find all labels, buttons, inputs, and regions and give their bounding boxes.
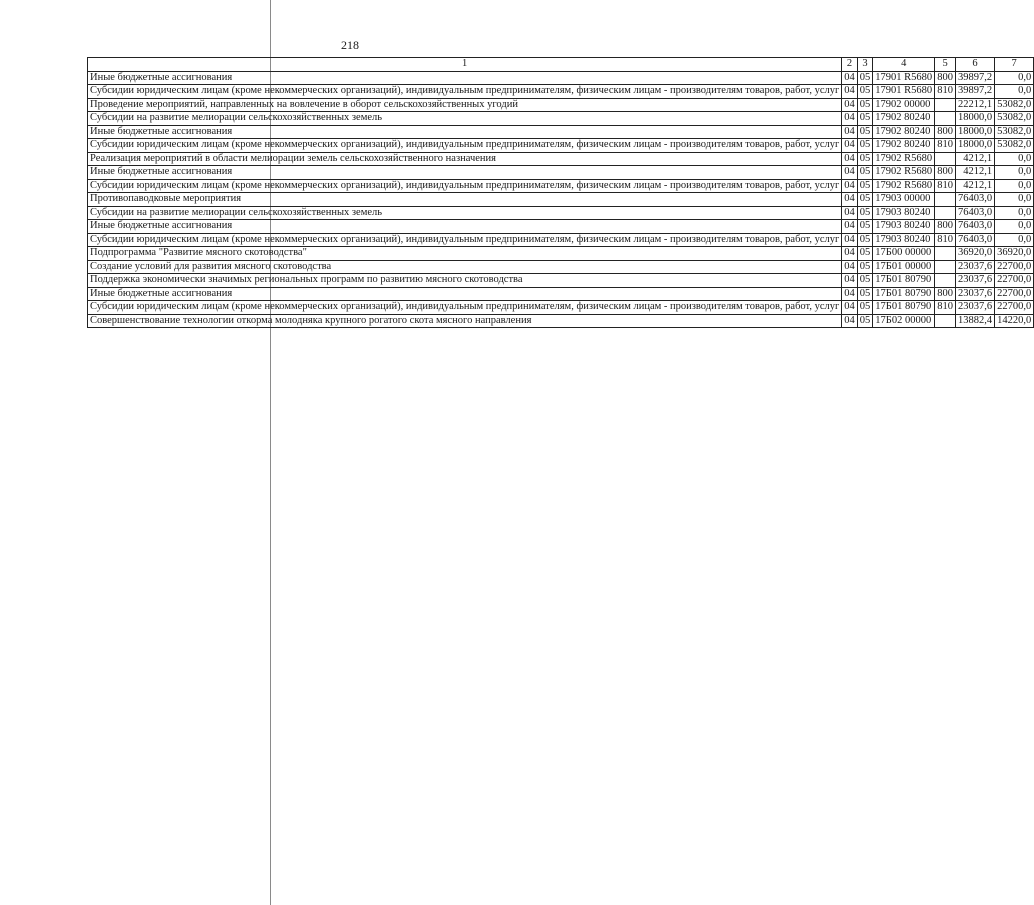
item-name-cell: Субсидии юридическим лицам (кроме некоммерческих организаций), индивидуальным предпринимателям, физическим лицам - производителям товаров, работ, услуг [88, 139, 842, 153]
amount-col7-cell: 0,0 [995, 193, 1034, 207]
item-name-cell: Иные бюджетные ассигнования [88, 71, 842, 85]
subsection-code-cell: 05 [857, 112, 873, 126]
amount-col7-cell: 0,0 [995, 206, 1034, 220]
amount-col6-cell: 76403,0 [955, 206, 994, 220]
subsection-code-cell: 05 [857, 139, 873, 153]
target-article-cell: 17903 00000 [873, 193, 935, 207]
target-article-cell: 17Б01 80790 [873, 274, 935, 288]
item-name-cell: Совершенствование технологии откорма молодняка крупного рогатого скота мясного направления [88, 314, 842, 328]
expense-type-cell [935, 314, 956, 328]
item-name-cell: Противопаводковые мероприятия [88, 193, 842, 207]
section-code-cell: 04 [842, 139, 858, 153]
section-code-cell: 04 [842, 260, 858, 274]
amount-col6-cell: 76403,0 [955, 233, 994, 247]
expense-type-cell: 800 [935, 220, 956, 234]
target-article-cell: 17902 R5680 [873, 179, 935, 193]
expense-type-cell [935, 206, 956, 220]
subsection-code-cell: 05 [857, 125, 873, 139]
amount-col7-cell: 53082,0 [995, 139, 1034, 153]
table-row [88, 220, 1034, 234]
amount-col7-cell: 53082,0 [995, 125, 1034, 139]
table-row [88, 112, 1034, 126]
table-row [88, 247, 1034, 261]
amount-col7-cell: 36920,0 [995, 247, 1034, 261]
expense-type-cell: 810 [935, 301, 956, 315]
item-name-cell: Иные бюджетные ассигнования [88, 220, 842, 234]
subsection-code-cell: 05 [857, 233, 873, 247]
expense-type-cell: 800 [935, 125, 956, 139]
table-row [88, 71, 1034, 85]
budget-table [87, 57, 1034, 328]
target-article-cell: 17903 80240 [873, 233, 935, 247]
subsection-code-cell: 05 [857, 314, 873, 328]
expense-type-cell [935, 274, 956, 288]
target-article-cell: 17903 80240 [873, 206, 935, 220]
section-code-cell: 04 [842, 301, 858, 315]
target-article-cell: 17Б01 80790 [873, 301, 935, 315]
subsection-code-cell: 05 [857, 85, 873, 99]
expense-type-cell: 800 [935, 71, 956, 85]
section-code-cell: 04 [842, 71, 858, 85]
amount-col6-cell: 23037,6 [955, 301, 994, 315]
amount-col7-cell: 0,0 [995, 179, 1034, 193]
expense-type-cell: 810 [935, 179, 956, 193]
amount-col7-cell: 14220,0 [995, 314, 1034, 328]
table-row [88, 233, 1034, 247]
item-name-cell: Реализация мероприятий в области мелиорации земель сельскохозяйственного назначения [88, 152, 842, 166]
expense-type-cell: 810 [935, 139, 956, 153]
subsection-code-cell: 05 [857, 193, 873, 207]
expense-type-cell: 810 [935, 233, 956, 247]
expense-type-cell [935, 247, 956, 261]
item-name-cell: Субсидии юридическим лицам (кроме некоммерческих организаций), индивидуальным предпринимателям, физическим лицам - производителям товаров, работ, услуг [88, 179, 842, 193]
target-article-cell: 17903 80240 [873, 220, 935, 234]
amount-col6-cell: 76403,0 [955, 193, 994, 207]
section-code-cell: 04 [842, 152, 858, 166]
target-article-cell: 17902 80240 [873, 125, 935, 139]
page-number: 218 [341, 38, 359, 52]
item-name-cell: Проведение мероприятий, направленных на вовлечение в оборот сельскохозяйственных угодий [88, 98, 842, 112]
target-article-cell: 17Б01 00000 [873, 260, 935, 274]
table-row [88, 85, 1034, 99]
subsection-code-cell: 05 [857, 260, 873, 274]
amount-col7-cell: 0,0 [995, 166, 1034, 180]
expense-type-cell: 800 [935, 287, 956, 301]
item-name-cell: Субсидии юридическим лицам (кроме некоммерческих организаций), индивидуальным предпринимателям, физическим лицам - производителям товаров, работ, услуг [88, 233, 842, 247]
subsection-code-cell: 05 [857, 301, 873, 315]
item-name-cell: Иные бюджетные ассигнования [88, 125, 842, 139]
amount-col6-cell: 18000,0 [955, 125, 994, 139]
table-row [88, 179, 1034, 193]
subsection-code-cell: 05 [857, 287, 873, 301]
amount-col6-cell: 18000,0 [955, 112, 994, 126]
section-code-cell: 04 [842, 85, 858, 99]
amount-col7-cell: 22700,0 [995, 260, 1034, 274]
amount-col6-cell: 23037,6 [955, 287, 994, 301]
table-row [88, 301, 1034, 315]
target-article-cell: 17Б01 80790 [873, 287, 935, 301]
amount-col6-cell: 18000,0 [955, 139, 994, 153]
section-code-cell: 04 [842, 98, 858, 112]
amount-col6-cell: 39897,2 [955, 71, 994, 85]
section-code-cell: 04 [842, 112, 858, 126]
table-row [88, 152, 1034, 166]
subsection-code-cell: 05 [857, 206, 873, 220]
subsection-code-cell: 05 [857, 152, 873, 166]
section-code-cell: 04 [842, 274, 858, 288]
amount-col6-cell: 23037,6 [955, 260, 994, 274]
table-row [88, 314, 1034, 328]
amount-col6-cell: 76403,0 [955, 220, 994, 234]
subsection-code-cell: 05 [857, 71, 873, 85]
table-row [88, 206, 1034, 220]
section-code-cell: 04 [842, 125, 858, 139]
amount-col6-cell: 22212,1 [955, 98, 994, 112]
target-article-cell: 17902 R5680 [873, 152, 935, 166]
amount-col6-cell: 13882,4 [955, 314, 994, 328]
target-article-cell: 17902 00000 [873, 98, 935, 112]
target-article-cell: 17902 80240 [873, 112, 935, 126]
amount-col6-cell: 36920,0 [955, 247, 994, 261]
expense-type-cell: 810 [935, 85, 956, 99]
section-code-cell: 04 [842, 193, 858, 207]
subsection-code-cell: 05 [857, 98, 873, 112]
table-row [88, 287, 1034, 301]
amount-col7-cell: 53082,0 [995, 98, 1034, 112]
expense-type-cell [935, 193, 956, 207]
amount-col6-cell: 4212,1 [955, 166, 994, 180]
amount-col7-cell: 0,0 [995, 71, 1034, 85]
section-code-cell: 04 [842, 287, 858, 301]
table-row [88, 166, 1034, 180]
item-name-cell: Субсидии на развитие мелиорации сельскохозяйственных земель [88, 112, 842, 126]
amount-col7-cell: 0,0 [995, 85, 1034, 99]
table-row [88, 274, 1034, 288]
section-code-cell: 04 [842, 179, 858, 193]
target-article-cell: 17901 R5680 [873, 85, 935, 99]
item-name-cell: Субсидии юридическим лицам (кроме некоммерческих организаций), индивидуальным предпринимателям, физическим лицам - производителям товаров, работ, услуг [88, 301, 842, 315]
amount-col6-cell: 4212,1 [955, 152, 994, 166]
expense-type-cell: 800 [935, 166, 956, 180]
expense-type-cell [935, 152, 956, 166]
expense-type-cell [935, 98, 956, 112]
column-header: 5 [935, 58, 956, 72]
subsection-code-cell: 05 [857, 247, 873, 261]
column-header: 3 [857, 58, 873, 72]
table-row [88, 98, 1034, 112]
column-header: 6 [955, 58, 994, 72]
section-code-cell: 04 [842, 166, 858, 180]
amount-col7-cell: 0,0 [995, 220, 1034, 234]
column-header-row [88, 58, 1034, 72]
item-name-cell: Поддержка экономически значимых региональных программ по развитию мясного скотоводства [88, 274, 842, 288]
item-name-cell: Подпрограмма "Развитие мясного скотоводства" [88, 247, 842, 261]
amount-col6-cell: 23037,6 [955, 274, 994, 288]
target-article-cell: 17902 R5680 [873, 166, 935, 180]
section-code-cell: 04 [842, 206, 858, 220]
column-header: 2 [842, 58, 858, 72]
subsection-code-cell: 05 [857, 166, 873, 180]
table-row [88, 193, 1034, 207]
amount-col7-cell: 22700,0 [995, 301, 1034, 315]
target-article-cell: 17Б02 00000 [873, 314, 935, 328]
expense-type-cell [935, 112, 956, 126]
table-row [88, 260, 1034, 274]
amount-col6-cell: 4212,1 [955, 179, 994, 193]
item-name-cell: Создание условий для развития мясного скотоводства [88, 260, 842, 274]
amount-col7-cell: 22700,0 [995, 274, 1034, 288]
section-code-cell: 04 [842, 220, 858, 234]
amount-col7-cell: 0,0 [995, 152, 1034, 166]
target-article-cell: 17902 80240 [873, 139, 935, 153]
item-name-cell: Иные бюджетные ассигнования [88, 166, 842, 180]
item-name-cell: Субсидии на развитие мелиорации сельскохозяйственных земель [88, 206, 842, 220]
column-header: 4 [873, 58, 935, 72]
amount-col6-cell: 39897,2 [955, 85, 994, 99]
table-row [88, 125, 1034, 139]
expense-type-cell [935, 260, 956, 274]
item-name-cell: Иные бюджетные ассигнования [88, 287, 842, 301]
section-code-cell: 04 [842, 314, 858, 328]
table-row [88, 139, 1034, 153]
subsection-code-cell: 05 [857, 274, 873, 288]
amount-col7-cell: 53082,0 [995, 112, 1034, 126]
section-code-cell: 04 [842, 247, 858, 261]
section-code-cell: 04 [842, 233, 858, 247]
column-header: 7 [995, 58, 1034, 72]
amount-col7-cell: 0,0 [995, 233, 1034, 247]
target-article-cell: 17Б00 00000 [873, 247, 935, 261]
target-article-cell: 17901 R5680 [873, 71, 935, 85]
subsection-code-cell: 05 [857, 179, 873, 193]
column-header: 1 [88, 58, 842, 72]
item-name-cell: Субсидии юридическим лицам (кроме некоммерческих организаций), индивидуальным предпринимателям, физическим лицам - производителям товаров, работ, услуг [88, 85, 842, 99]
subsection-code-cell: 05 [857, 220, 873, 234]
amount-col7-cell: 22700,0 [995, 287, 1034, 301]
